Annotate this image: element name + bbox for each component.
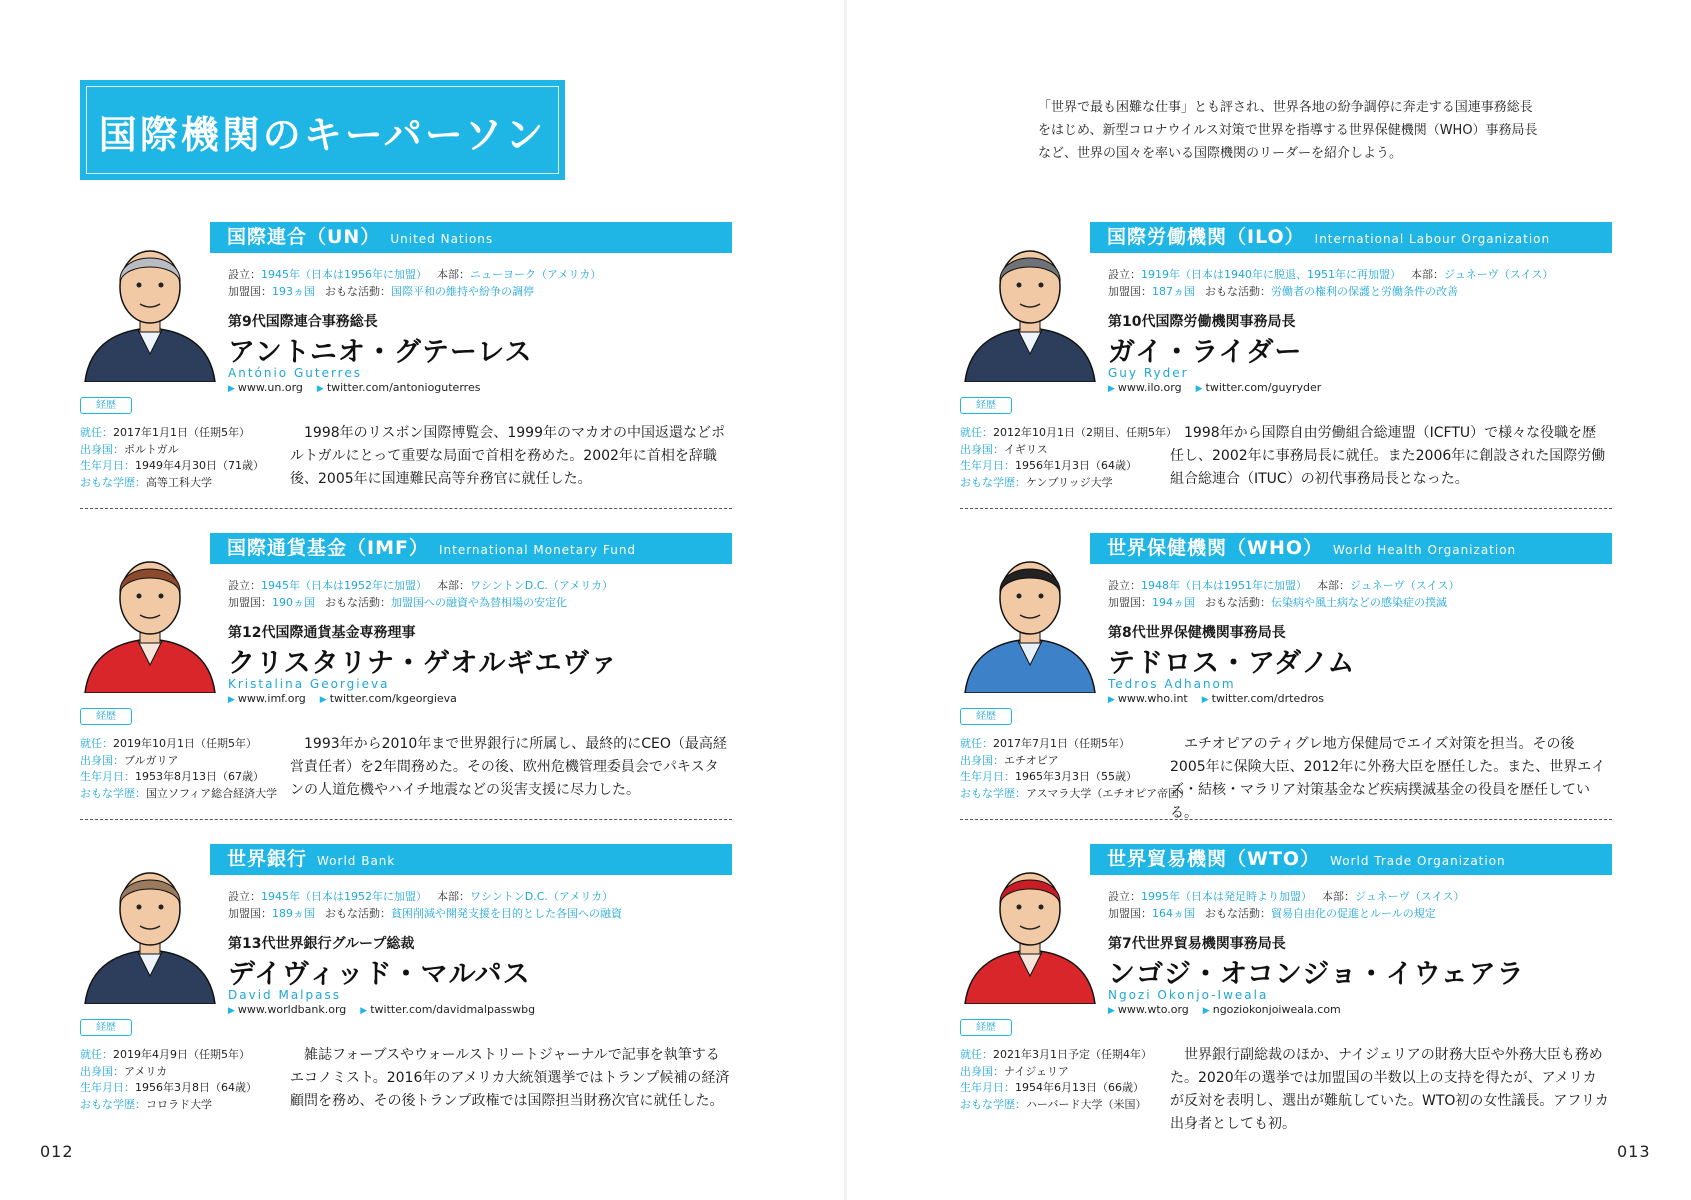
career-facts <box>80 1047 257 1113</box>
founded-value: 1995年（日本は発足時より加盟） <box>1141 890 1312 903</box>
link-arrow-icon: ▶ <box>1201 695 1209 705</box>
info-line-members <box>1108 283 1468 299</box>
fact-birth <box>960 1080 1152 1097</box>
activity-value: 労働者の権利の保護と労働条件の改善 <box>1271 285 1458 298</box>
org-header-bar <box>1090 533 1612 564</box>
fact-school <box>80 475 264 492</box>
org-name-en: International Labour Organization <box>1314 232 1551 246</box>
birth-label: 生年月日： <box>80 459 135 472</box>
activity-label: おもな活動： <box>325 285 391 298</box>
birth-value: 1953年8月13日（67歳） <box>135 770 264 783</box>
activity-label: おもな活動： <box>325 907 391 920</box>
hq-label: 本部： <box>437 890 470 903</box>
leader-bio: 1993年から2010年まで世界銀行に所属し、最終的にCEO（最高経営責任者）を2年間務めた。その後、欧州危機管理委員会でパキスタンの人道危機やハイチ地震などの災害支援に尽力した。 <box>290 736 727 798</box>
info-line-founding <box>1108 888 1474 904</box>
founded-label: 設立： <box>1108 890 1141 903</box>
info-line-members <box>228 283 544 299</box>
birth-value: 1954年6月13日（66歳） <box>1015 1081 1144 1094</box>
leader-name-jp: テドロス・アダノム <box>1108 648 1356 679</box>
website-link[interactable]: www.worldbank.org <box>237 1003 347 1016</box>
info-line-members <box>228 905 632 921</box>
founded-value: 1948年（日本は1951年に加盟） <box>1141 579 1307 592</box>
career-badge: 経歴 <box>80 397 132 414</box>
link-arrow-icon: ▶ <box>228 384 235 394</box>
leader-name-jp: クリスタリナ・ゲオルギエヴァ <box>228 648 619 679</box>
social-link[interactable]: twitter.com/guyryder <box>1205 381 1322 394</box>
fact-origin <box>960 442 1177 459</box>
members-value: 193ヵ国 <box>272 285 315 298</box>
page-number-left: 012 <box>40 1142 74 1161</box>
fact-origin <box>80 1064 257 1081</box>
founded-label: 設立： <box>1108 579 1141 592</box>
founded-label: 設立： <box>228 579 261 592</box>
term-value: 2017年1月1日（任期5年） <box>113 426 250 439</box>
career-facts <box>80 736 277 802</box>
school-label: おもな学歴： <box>80 475 146 489</box>
leader-name-en: David Malpass <box>228 988 341 1002</box>
activity-value: 国際平和の維持や紛争の調停 <box>391 285 534 298</box>
birth-value: 1965年3月3日（55歳） <box>1015 770 1137 783</box>
term-label: 就任： <box>960 1048 993 1061</box>
leader-name-en: Tedros Adhanom <box>1108 677 1236 691</box>
birth-label: 生年月日： <box>960 459 1015 472</box>
social-link[interactable]: twitter.com/kgeorgieva <box>329 692 457 705</box>
hq-label: 本部： <box>1410 268 1444 281</box>
origin-value: ブルガリア <box>124 753 179 767</box>
info-line-members <box>1108 905 1446 921</box>
leader-bio: 世界銀行副総裁のほか、ナイジェリアの財務大臣や外務大臣も務めた。2020年の選挙では加盟国の半数以上の支持を得たが、アメリカが反対を表明し、選出が難航していた。WTO初の女性議長。アフリカ出身者としても初。 <box>1170 1047 1609 1132</box>
leader-name-en: Kristalina Georgieva <box>228 677 390 691</box>
social-link[interactable]: twitter.com/drtedros <box>1211 692 1324 705</box>
fact-origin <box>960 1064 1152 1081</box>
career-badge: 経歴 <box>960 397 1012 414</box>
birth-value: 1949年4月30日（71歳） <box>135 459 264 472</box>
career-facts <box>960 425 1177 491</box>
org-name-en: World Health Organization <box>1333 543 1517 557</box>
origin-label: 出身国： <box>960 753 1004 767</box>
activity-label: おもな活動： <box>1205 907 1271 920</box>
leader-name-en: António Guterres <box>228 366 362 380</box>
leader-name-jp: アントニオ・グテーレス <box>228 337 533 368</box>
term-label: 就任： <box>960 426 993 439</box>
fact-school <box>80 786 277 803</box>
fact-school <box>960 475 1177 492</box>
members-value: 190ヵ国 <box>272 596 315 609</box>
founded-value: 1945年（日本は1952年に加盟） <box>261 890 427 903</box>
founded-value: 1919年（日本は1940年に脱退、1951年に再加盟） <box>1141 268 1401 281</box>
leader-bio: 1998年のリスボン国際博覧会、1999年のマカオの中国返還などポルトガルにとって重要な局面で首相を務めた。2002年に首相を辞職後、2005年に国連難民高等弁務官に就任した。 <box>290 425 725 487</box>
term-value: 2012年10月1日（2期目、任期5年） <box>993 426 1177 439</box>
link-arrow-icon: ▶ <box>1108 695 1115 705</box>
org-name-en: World Trade Organization <box>1330 854 1506 868</box>
leader-name-jp: デイヴィッド・マルパス <box>228 959 531 990</box>
birth-label: 生年月日： <box>960 770 1015 783</box>
fact-origin <box>80 753 277 770</box>
birth-label: 生年月日： <box>80 770 135 783</box>
leader-name-en: Guy Ryder <box>1108 366 1189 380</box>
birth-label: 生年月日： <box>960 1081 1015 1094</box>
man-portrait-icon <box>80 854 220 1004</box>
school-value: アスマラ大学（エチオピア帝国） <box>1026 786 1191 800</box>
org-name: 国際労働機関（ILO） <box>1107 226 1305 248</box>
leader-bio: エチオピアのティグレ地方保健局でエイズ対策を担当。その後2005年に保険大臣、2012年に外務大臣を歴任した。また、世界エイズ・結核・マラリア対策基金など疾病撲滅基金の役員を歴任している。 <box>1170 736 1606 821</box>
hq-value: ジュネーヴ（スイス） <box>1350 579 1460 592</box>
leader-links <box>1108 1003 1355 1016</box>
leader-name-jp: ンゴジ・オコンジョ・イウェアラ <box>1108 959 1525 990</box>
hq-value: ワシントンD.C.（アメリカ） <box>470 890 614 903</box>
org-header-bar <box>210 844 732 875</box>
leader-links <box>1108 692 1338 705</box>
founded-value: 1945年（日本は1956年に加盟） <box>261 268 427 281</box>
term-value: 2019年4月9日（任期5年） <box>113 1048 250 1061</box>
link-arrow-icon: ▶ <box>360 1006 368 1016</box>
entry-divider <box>960 508 1612 509</box>
fact-term <box>960 736 1190 753</box>
origin-value: ナイジェリア <box>1004 1064 1070 1078</box>
page-number-right: 013 <box>1617 1142 1651 1161</box>
org-header-bar <box>1090 844 1612 875</box>
link-arrow-icon: ▶ <box>319 695 327 705</box>
fact-term <box>80 425 264 442</box>
woman-portrait-icon <box>80 543 220 693</box>
school-value: 国立ソフィア総合経済大学 <box>146 786 278 800</box>
entry-divider <box>960 819 1612 820</box>
fact-birth <box>960 769 1190 786</box>
origin-label: 出身国： <box>80 753 124 767</box>
school-label: おもな学歴： <box>80 1097 146 1111</box>
hq-label: 本部： <box>1322 890 1355 903</box>
leader-name-jp: ガイ・ライダー <box>1108 337 1303 368</box>
org-entry <box>80 844 732 1134</box>
org-entry <box>80 222 732 512</box>
leader-links <box>1108 381 1335 394</box>
founded-label: 設立： <box>1108 268 1141 281</box>
career-facts <box>960 1047 1152 1113</box>
org-entry <box>960 222 1612 512</box>
info-line-founding <box>228 266 611 282</box>
leader-role: 第7代世界貿易機関事務局長 <box>1108 936 1286 952</box>
fact-birth <box>960 458 1177 475</box>
social-link[interactable]: twitter.com/davidmalpasswbg <box>370 1003 536 1016</box>
origin-label: 出身国： <box>960 442 1004 456</box>
org-entry <box>960 844 1612 1134</box>
org-name: 世界銀行 <box>227 848 308 870</box>
term-value: 2021年3月1日予定（任期4年） <box>993 1048 1152 1061</box>
org-entry <box>80 533 732 823</box>
entry-divider <box>80 819 732 820</box>
link-arrow-icon: ▶ <box>1202 1006 1210 1016</box>
members-label: 加盟国： <box>1108 907 1152 920</box>
members-label: 加盟国： <box>1108 596 1152 609</box>
link-arrow-icon: ▶ <box>228 695 235 705</box>
link-arrow-icon: ▶ <box>1108 1006 1115 1016</box>
org-entry <box>960 533 1612 823</box>
page-title: 国際機関のキーパーソン <box>98 113 547 157</box>
leader-bio: 1998年から国際自由労働組合総連盟（ICFTU）で様々な役職を歴任し、2002年に事務局長に就任。また2006年に創設された国際労働組合総連合（ITUC）の初代事務局長となった。 <box>1170 425 1606 487</box>
term-value: 2019年10月1日（任期5年） <box>113 737 257 750</box>
man-portrait-icon <box>960 543 1100 693</box>
school-label: おもな学歴： <box>960 1097 1026 1111</box>
leader-links <box>228 381 494 394</box>
org-name-en: International Monetary Fund <box>438 543 637 557</box>
fact-school <box>960 786 1190 803</box>
leader-role: 第12代国際通貨基金専務理事 <box>228 625 416 641</box>
website-link[interactable]: www.ilo.org <box>1117 381 1182 394</box>
hq-label: 本部： <box>437 268 470 281</box>
members-value: 164ヵ国 <box>1152 907 1195 920</box>
org-name: 世界保健機関（WHO） <box>1107 537 1324 559</box>
origin-value: イギリス <box>1004 442 1048 456</box>
activity-label: おもな活動： <box>1205 285 1271 298</box>
fact-birth <box>80 769 277 786</box>
term-label: 就任： <box>960 737 993 750</box>
birth-value: 1956年3月8日（64歳） <box>135 1081 257 1094</box>
origin-value: ポルトガル <box>124 442 179 456</box>
school-value: ケンブリッジ大学 <box>1026 475 1113 489</box>
hq-value: ジュネーヴ（スイス） <box>1443 268 1554 281</box>
term-label: 就任： <box>80 737 113 750</box>
info-line-members <box>228 594 577 610</box>
entry-divider <box>80 508 732 509</box>
school-value: コロラド大学 <box>146 1097 212 1111</box>
members-label: 加盟国： <box>228 907 272 920</box>
origin-value: アメリカ <box>124 1064 168 1078</box>
org-name-en: World Bank <box>317 854 396 868</box>
hq-label: 本部： <box>437 579 470 592</box>
activity-label: おもな活動： <box>1205 596 1271 609</box>
fact-school <box>960 1097 1152 1114</box>
hq-value: ニューヨーク（アメリカ） <box>470 268 602 281</box>
members-label: 加盟国： <box>1108 285 1152 298</box>
intro-text: 「世界で最も困難な仕事」とも評され、世界各地の紛争調停に奔走する国連事務総長をはじめ、新型コロナウイルス対策で世界を指導する世界保健機関（WHO）事務局長など、世界の国々を率いる国際機関のリーダーを紹介しよう。 <box>1038 100 1538 161</box>
career-facts <box>80 425 264 491</box>
school-label: おもな学歴： <box>80 786 146 800</box>
hq-value: ワシントンD.C.（アメリカ） <box>470 579 614 592</box>
info-line-founding <box>1108 266 1563 282</box>
school-label: おもな学歴： <box>960 475 1026 489</box>
leader-role: 第10代国際労働機関事務局長 <box>1108 314 1296 330</box>
fact-birth <box>80 458 264 475</box>
members-value: 189ヵ国 <box>272 907 315 920</box>
link-arrow-icon: ▶ <box>1108 384 1115 394</box>
man-portrait-icon <box>80 232 220 382</box>
org-name: 国際連合（UN） <box>227 226 381 248</box>
origin-value: エチオピア <box>1004 753 1059 767</box>
career-facts <box>960 736 1190 802</box>
activity-label: おもな活動： <box>325 596 391 609</box>
info-line-founding <box>228 577 623 593</box>
page-gutter <box>844 0 847 1200</box>
link-arrow-icon: ▶ <box>316 384 324 394</box>
fact-origin <box>80 442 264 459</box>
members-value: 187ヵ国 <box>1152 285 1195 298</box>
founded-value: 1945年（日本は1952年に加盟） <box>261 579 427 592</box>
leader-links <box>228 1003 549 1016</box>
org-header-bar <box>210 222 732 253</box>
career-badge: 経歴 <box>960 1019 1012 1036</box>
leader-role: 第9代国際連合事務総長 <box>228 314 378 330</box>
hq-value: ジュネーヴ（スイス） <box>1355 890 1465 903</box>
activity-value: 貧困削減や開発支援を目的とした各国への融資 <box>391 907 622 920</box>
info-line-founding <box>228 888 623 904</box>
social-link[interactable]: ngoziokonjoiweala.com <box>1212 1003 1341 1016</box>
info-line-members <box>1108 594 1457 610</box>
birth-value: 1956年1月3日（64歳） <box>1015 459 1137 472</box>
term-value: 2017年7月1日（任期5年） <box>993 737 1130 750</box>
fact-term <box>80 736 277 753</box>
org-name: 国際通貨基金（IMF） <box>227 537 429 559</box>
career-badge: 経歴 <box>80 1019 132 1036</box>
fact-school <box>80 1097 257 1114</box>
leader-role: 第13代世界銀行グループ総裁 <box>228 936 415 952</box>
term-label: 就任： <box>80 426 113 439</box>
hq-label: 本部： <box>1317 579 1350 592</box>
founded-label: 設立： <box>228 268 261 281</box>
link-arrow-icon: ▶ <box>1195 384 1203 394</box>
info-line-founding <box>1108 577 1469 593</box>
org-name: 世界貿易機関（WTO） <box>1107 848 1321 870</box>
man-portrait-icon <box>960 232 1100 382</box>
fact-term <box>80 1047 257 1064</box>
members-label: 加盟国： <box>228 285 272 298</box>
title-box <box>80 80 565 180</box>
fact-term <box>960 425 1177 442</box>
activity-value: 伝染病や風土病などの感染症の撲滅 <box>1271 596 1447 609</box>
org-name-en: United Nations <box>390 232 494 246</box>
members-value: 194ヵ国 <box>1152 596 1195 609</box>
career-badge: 経歴 <box>80 708 132 725</box>
founded-label: 設立： <box>228 890 261 903</box>
woman-portrait-icon <box>960 854 1100 1004</box>
link-arrow-icon: ▶ <box>228 1006 235 1016</box>
website-link[interactable]: www.wto.org <box>1117 1003 1189 1016</box>
org-header-bar <box>1090 222 1612 253</box>
origin-label: 出身国： <box>80 442 124 456</box>
leader-name-en: Ngozi Okonjo-Iweala <box>1108 988 1269 1002</box>
website-link[interactable]: www.un.org <box>237 381 303 394</box>
fact-term <box>960 1047 1152 1064</box>
leader-bio: 雑誌フォーブスやウォールストリートジャーナルで記事を執筆するエコノミスト。2016年のアメリカ大統領選挙ではトランプ候補の経済顧問を務め、その後トランプ政権では国際担当財務次官に就任した。 <box>290 1047 730 1109</box>
school-label: おもな学歴： <box>960 786 1026 800</box>
social-link[interactable]: twitter.com/antonioguterres <box>326 381 481 394</box>
fact-birth <box>80 1080 257 1097</box>
activity-value: 貿易自由化の促進とルールの規定 <box>1271 907 1436 920</box>
school-value: 高等工科大学 <box>146 475 212 489</box>
leader-links <box>228 692 471 705</box>
origin-label: 出身国： <box>960 1064 1004 1078</box>
term-label: 就任： <box>80 1048 113 1061</box>
website-link[interactable]: www.imf.org <box>237 692 306 705</box>
leader-role: 第8代世界保健機関事務局長 <box>1108 625 1286 641</box>
origin-label: 出身国： <box>80 1064 124 1078</box>
website-link[interactable]: www.who.int <box>1117 692 1188 705</box>
birth-label: 生年月日： <box>80 1081 135 1094</box>
org-header-bar <box>210 533 732 564</box>
fact-origin <box>960 753 1190 770</box>
members-label: 加盟国： <box>228 596 272 609</box>
career-badge: 経歴 <box>960 708 1012 725</box>
school-value: ハーバード大学（米国） <box>1026 1097 1147 1111</box>
activity-value: 加盟国への融資や為替相場の安定化 <box>391 596 567 609</box>
